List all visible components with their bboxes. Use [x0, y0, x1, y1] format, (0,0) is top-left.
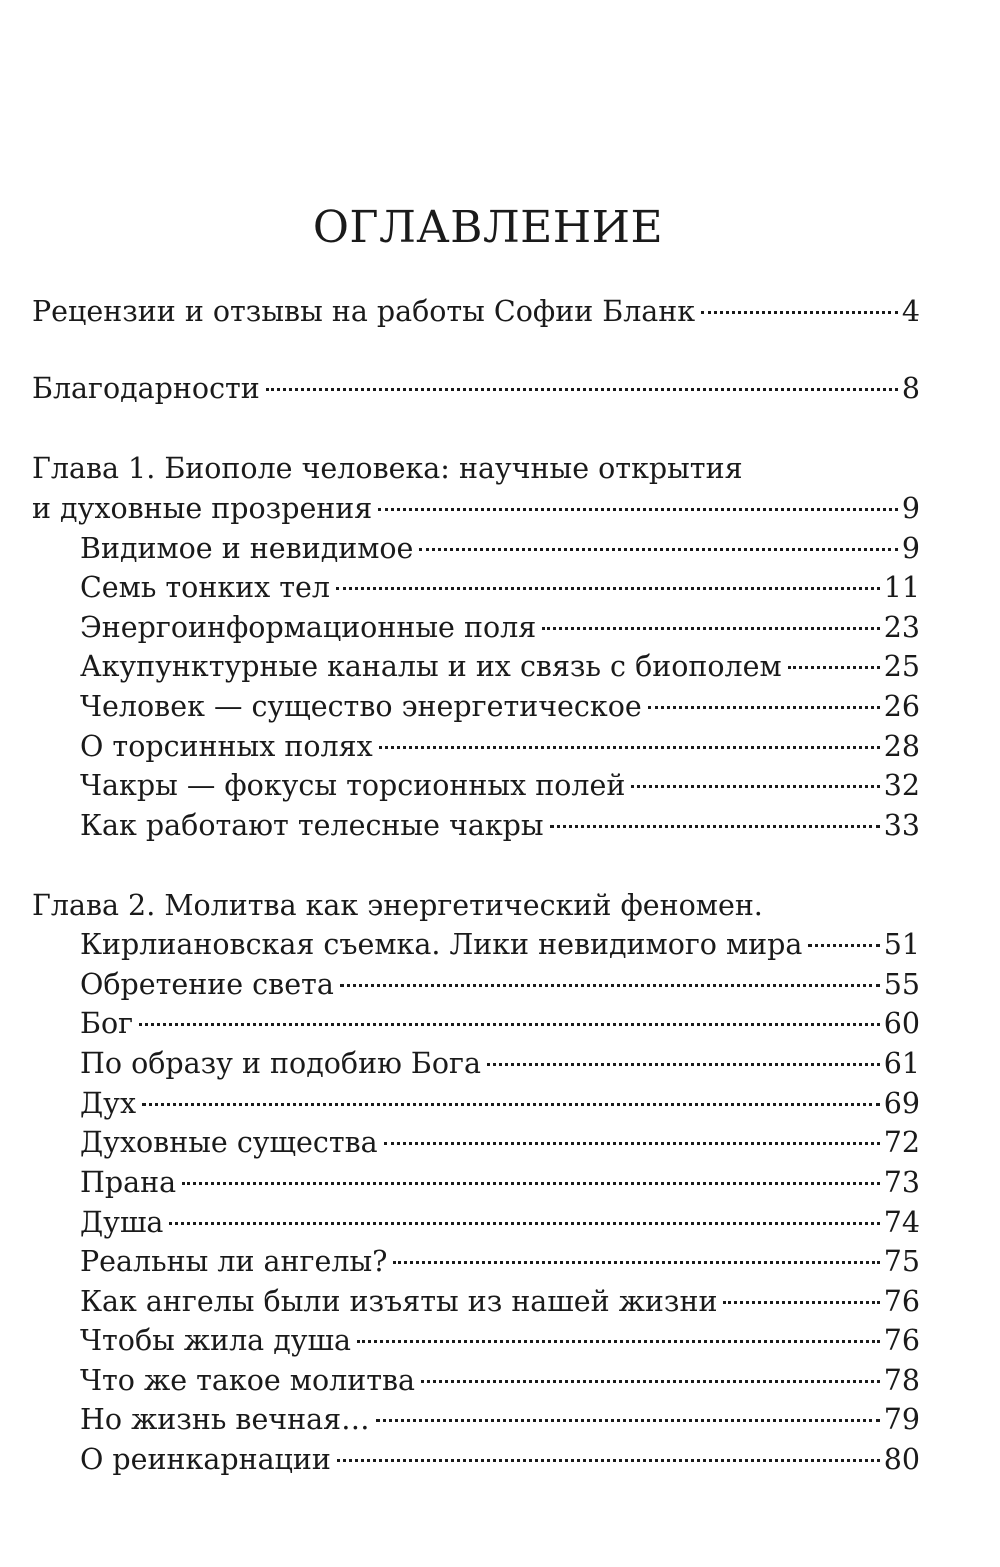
toc-entry-label: О торсинных полях: [80, 730, 373, 763]
dot-leader: [419, 548, 897, 551]
toc-section[interactable]: [80, 648, 920, 686]
toc-section[interactable]: [80, 728, 920, 766]
dot-leader: [701, 311, 898, 314]
toc-entry-page: 51: [883, 928, 920, 961]
toc-entry-page: 78: [883, 1364, 920, 1397]
toc-entry-label: Видимое и невидимое: [80, 532, 414, 565]
toc-entry-page: 25: [883, 650, 920, 683]
toc-entry-page: 8: [901, 372, 920, 405]
toc-entry-page: 4: [901, 295, 920, 328]
toc-section[interactable]: [80, 1322, 920, 1360]
toc-entry-label: Душа: [80, 1206, 164, 1239]
dot-leader: [788, 666, 880, 669]
toc-section[interactable]: [80, 1124, 920, 1162]
dot-leader: [384, 1142, 880, 1145]
toc-entry-page: 61: [883, 1047, 920, 1080]
toc-entry-page: 32: [883, 769, 920, 802]
dot-leader: [648, 706, 880, 709]
dot-leader: [631, 785, 879, 788]
toc-entry-page: 80: [883, 1443, 920, 1476]
toc-entry-page: 55: [883, 968, 920, 1001]
toc-entry-label: Но жизнь вечная…: [80, 1403, 370, 1436]
page-title: ОГЛАВЛЕНИЕ: [312, 202, 664, 253]
toc-entry-page: 60: [883, 1007, 920, 1040]
toc-section[interactable]: [80, 688, 920, 726]
toc-entry-label: Прана: [80, 1166, 177, 1199]
dot-leader: [393, 1261, 879, 1264]
chapter-heading-line: Глава 1. Биополе человека: научные открытия: [32, 452, 743, 485]
toc-entry-label: Рецензии и отзывы на работы Софии Бланк: [32, 295, 696, 328]
toc-entry-page: 28: [883, 730, 920, 763]
dot-leader: [266, 388, 898, 391]
dot-leader: [357, 1340, 880, 1343]
chapter-heading-line: Глава 2. Молитва как энергетический феномен.: [32, 889, 763, 922]
toc-entry-label: Чтобы жила душа: [80, 1324, 352, 1357]
toc-entry-label: Обретение света: [80, 968, 334, 1001]
toc-entry-label: Бог: [80, 1007, 134, 1040]
dot-leader: [336, 587, 880, 590]
toc-entry-label: Как работают телесные чакры: [80, 809, 544, 842]
toc-entry-page: 76: [883, 1324, 920, 1357]
dot-leader: [337, 1459, 880, 1462]
dot-leader: [421, 1380, 880, 1383]
toc-entry-page: 26: [883, 690, 920, 723]
toc-entry-label: По образу и подобию Бога: [80, 1047, 481, 1080]
chapter-heading-line: и духовные прозрения: [32, 492, 373, 525]
dot-leader: [142, 1103, 880, 1106]
toc-section[interactable]: [80, 767, 920, 805]
toc-entry-label: Чакры — фокусы торсионных полей: [80, 769, 626, 802]
chapter-2-heading: [32, 887, 920, 925]
dot-leader: [139, 1023, 880, 1026]
toc-entry-label: Энергоинформационные поля: [80, 611, 537, 644]
toc-section[interactable]: [80, 530, 920, 568]
toc-entry-page: 79: [883, 1403, 920, 1436]
toc-entry-label: Что же такое молитва: [80, 1364, 416, 1397]
toc-section[interactable]: [80, 926, 920, 964]
dot-leader: [169, 1222, 879, 1225]
toc-entry-label: Реальны ли ангелы?: [80, 1245, 388, 1278]
toc-section[interactable]: [80, 1283, 920, 1321]
toc-entry-page: 69: [883, 1087, 920, 1120]
toc-section[interactable]: [80, 1204, 920, 1242]
toc-entry-label: Кирлиановская съемка. Лики невидимого мира: [80, 928, 803, 961]
toc-section[interactable]: [80, 1401, 920, 1439]
dot-leader: [182, 1182, 880, 1185]
dot-leader: [379, 746, 880, 749]
toc-entry-page: 11: [883, 571, 920, 604]
toc-section[interactable]: [80, 1085, 920, 1123]
dot-leader: [487, 1063, 880, 1066]
toc-entry-page: 76: [883, 1285, 920, 1318]
dot-leader: [376, 1419, 880, 1422]
chapter-1-entry[interactable]: [32, 490, 920, 528]
toc-section[interactable]: [80, 1362, 920, 1400]
toc-entry-acknowledgements[interactable]: [32, 370, 920, 408]
toc-entry-page: 72: [883, 1126, 920, 1159]
toc-entry-label: Дух: [80, 1087, 137, 1120]
toc-section[interactable]: [80, 569, 920, 607]
dot-leader: [808, 944, 879, 947]
toc-section[interactable]: [80, 1045, 920, 1083]
toc-entry-page: 73: [883, 1166, 920, 1199]
dot-leader: [378, 508, 898, 511]
toc-section[interactable]: [80, 1243, 920, 1281]
toc-section[interactable]: [80, 807, 920, 845]
toc-entry-reviews[interactable]: [32, 293, 920, 331]
toc-entry-page: 9: [901, 492, 920, 525]
toc-entry-page: 74: [883, 1206, 920, 1239]
toc-entry-page: 23: [883, 611, 920, 644]
toc-entry-page: 9: [901, 532, 920, 565]
toc-entry-label: О реинкарнации: [80, 1443, 331, 1476]
dot-leader: [550, 825, 880, 828]
toc-entry-label: Как ангелы были изъяты из нашей жизни: [80, 1285, 718, 1318]
toc-entry-label: Семь тонких тел: [80, 571, 331, 604]
toc-entry-label: Акупунктурные каналы и их связь с биополем: [80, 650, 782, 683]
toc-entry-label: Духовные существа: [80, 1126, 378, 1159]
toc-section[interactable]: [80, 1441, 920, 1479]
chapter-1-heading: [32, 450, 920, 488]
dot-leader: [723, 1301, 879, 1304]
toc-section[interactable]: [80, 1164, 920, 1202]
dot-leader: [340, 984, 880, 987]
toc-entry-label: Человек — существо энергетическое: [80, 690, 642, 723]
dot-leader: [542, 627, 880, 630]
toc-section[interactable]: [80, 609, 920, 647]
toc-entry-page: 75: [883, 1245, 920, 1278]
toc-entry-label: Благодарности: [32, 372, 260, 405]
toc-entry-page: 33: [883, 809, 920, 842]
toc-section[interactable]: [80, 966, 920, 1004]
toc-section[interactable]: [80, 1005, 920, 1043]
